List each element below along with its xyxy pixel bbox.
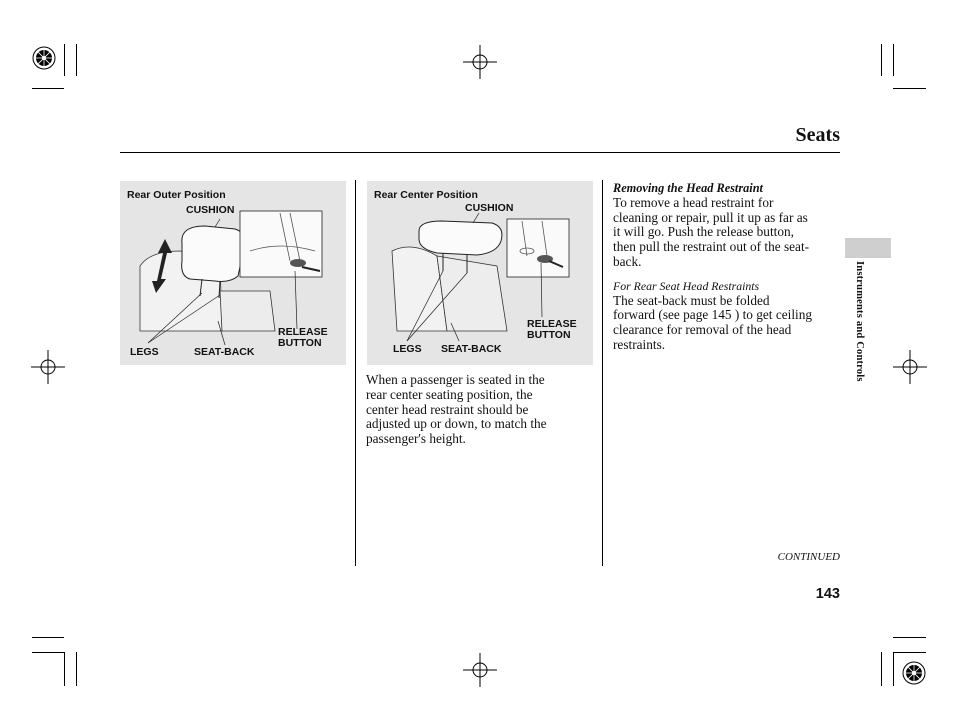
text-line: restraints. xyxy=(613,336,666,352)
text-line: The seat-back must be folded xyxy=(613,292,770,308)
release-label-line1: RELEASE xyxy=(527,318,577,330)
registration-target-icon xyxy=(902,661,926,685)
crop-mark xyxy=(32,652,64,653)
section-heading: Removing the Head Restraint xyxy=(613,181,763,195)
seat-back-label: SEAT-BACK xyxy=(441,343,502,355)
legs-label: LEGS xyxy=(393,343,422,355)
crop-mark xyxy=(32,88,64,89)
subheading: For Rear Seat Head Restraints xyxy=(613,278,760,293)
header-rule xyxy=(120,152,840,153)
text-line: forward (see page 145 ) to get ceiling xyxy=(613,307,813,323)
crop-mark xyxy=(76,44,77,76)
registration-target-icon xyxy=(32,46,56,70)
release-label-line1: RELEASE xyxy=(278,326,328,338)
text-line: clearance for removal of the head xyxy=(613,322,792,338)
text-line: back. xyxy=(613,253,642,269)
cushion-label: CUSHION xyxy=(186,204,235,216)
continued-label: CONTINUED xyxy=(777,551,840,563)
figure-rear-center xyxy=(367,181,593,365)
crop-mark xyxy=(893,652,894,686)
crosshair-target-icon xyxy=(463,653,497,687)
text-line: rear center seating position, the xyxy=(366,386,533,402)
text-line: it will go. Push the release button, xyxy=(613,224,794,240)
text-line: When a passenger is seated in the xyxy=(366,372,545,387)
crosshair-target-icon xyxy=(893,350,927,384)
column-divider xyxy=(602,180,603,566)
crop-mark xyxy=(893,637,926,638)
seat-back-label: SEAT-BACK xyxy=(194,346,255,358)
text-line: center head restraint should be xyxy=(366,401,529,417)
crop-mark xyxy=(881,652,882,686)
page-number: 143 xyxy=(815,586,840,602)
text-line: cleaning or repair, pull it up as far as xyxy=(613,209,808,225)
legs-label: LEGS xyxy=(130,346,159,358)
text-line: adjusted up or down, to match the xyxy=(366,416,547,432)
page-title: Seats xyxy=(795,124,840,146)
figure-caption: Rear Outer Position xyxy=(127,189,226,201)
crosshair-target-icon xyxy=(463,45,497,79)
crop-mark xyxy=(893,652,926,653)
crop-mark xyxy=(64,44,65,76)
text-line: then pull the restraint out of the seat- xyxy=(613,239,810,255)
column-divider xyxy=(355,180,356,566)
section-tab xyxy=(845,238,891,258)
crop-mark xyxy=(893,44,894,76)
right-column xyxy=(613,181,845,353)
text-line: To remove a head restraint for xyxy=(613,194,774,210)
release-label-line2: BUTTON xyxy=(527,329,571,341)
cushion-label: CUSHION xyxy=(465,202,514,214)
text-line: passenger's height. xyxy=(366,431,466,447)
figure-rear-outer xyxy=(120,181,346,365)
crop-mark xyxy=(893,88,926,89)
release-label-line2: BUTTON xyxy=(278,337,322,349)
crosshair-target-icon xyxy=(31,350,65,384)
crop-mark xyxy=(32,637,64,638)
crop-mark xyxy=(76,652,77,686)
crop-mark xyxy=(64,652,65,686)
figure-caption: Rear Center Position xyxy=(374,189,478,201)
middle-paragraph xyxy=(366,373,598,447)
side-tab-label: Instruments and Controls xyxy=(854,261,865,382)
crop-mark xyxy=(881,44,882,76)
